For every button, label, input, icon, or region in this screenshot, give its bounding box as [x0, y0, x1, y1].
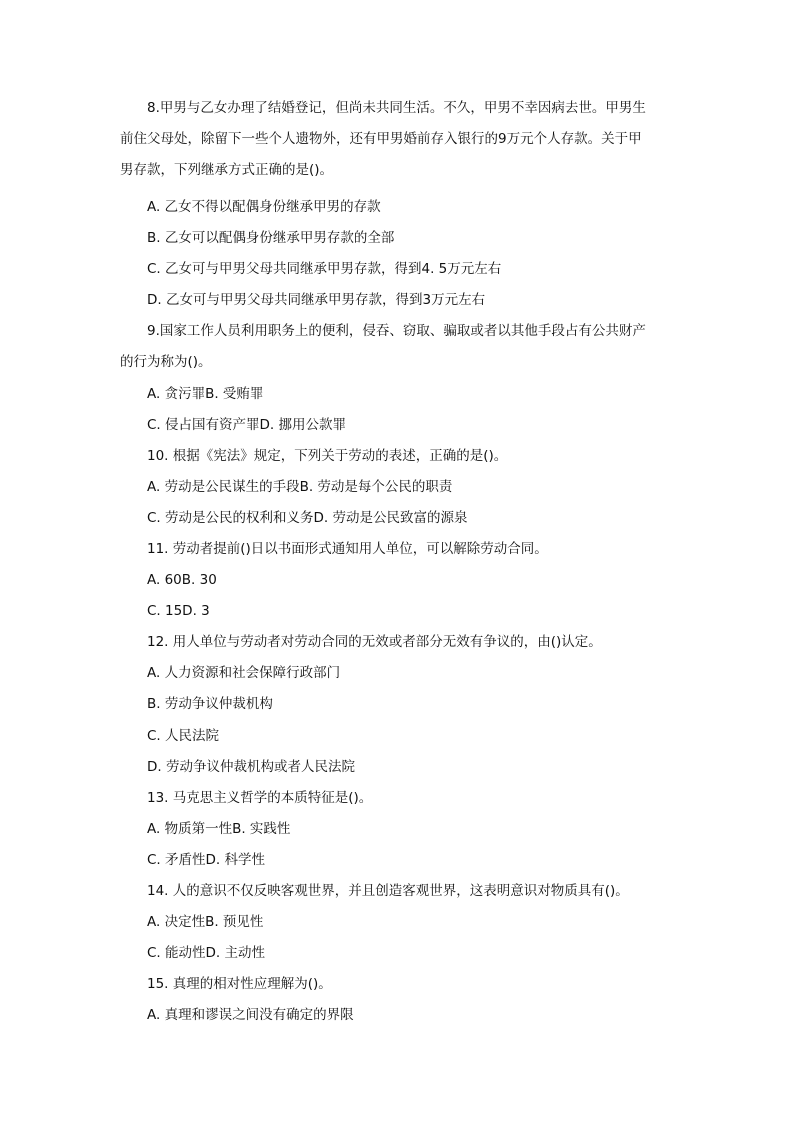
- q12-option-b: B. 劳动争议仲裁机构: [147, 696, 273, 712]
- q9-stem-line-1: 9.国家工作人员利用职务上的便利，侵吞、窃取、骗取或者以其他手段占有公共财产: [147, 323, 646, 339]
- q8-option-a: A. 乙女不得以配偶身份继承甲男的存款: [147, 199, 381, 215]
- q8-option-c: C. 乙女可与甲男父母共同继承甲男存款，得到4. 5万元左右: [147, 261, 502, 277]
- q12-option-d: D. 劳动争议仲裁机构或者人民法院: [147, 759, 355, 775]
- q8-stem-line-2: 前住父母处，除留下一些个人遗物外，还有甲男婚前存入银行的9万元个人存款。关于甲: [120, 131, 642, 147]
- q13-options-ab: A. 物质第一性B. 实践性: [147, 821, 291, 837]
- q11-options-cd: C. 15D. 3: [147, 603, 210, 619]
- q8-stem-line-1: 8.甲男与乙女办理了结婚登记，但尚未共同生活。不久，甲男不幸因病去世。甲男生: [147, 100, 646, 116]
- q14-options-ab: A. 决定性B. 预见性: [147, 914, 264, 930]
- q9-stem-line-2: 的行为称为()。: [120, 354, 212, 370]
- q13-stem: 13. 马克思主义哲学的本质特征是()。: [147, 790, 373, 806]
- q10-stem: 10. 根据《宪法》规定，下列关于劳动的表述，正确的是()。: [147, 448, 508, 464]
- q14-stem: 14. 人的意识不仅反映客观世界，并且创造客观世界，这表明意识对物质具有()。: [147, 883, 629, 899]
- q15-stem: 15. 真理的相对性应理解为()。: [147, 976, 332, 992]
- q9-options-cd: C. 侵占国有资产罪D. 挪用公款罪: [147, 417, 346, 433]
- q9-options-ab: A. 贪污罪B. 受贿罪: [147, 386, 264, 402]
- q12-stem: 12. 用人单位与劳动者对劳动合同的无效或者部分无效有争议的，由()认定。: [147, 634, 602, 650]
- q10-options-cd: C. 劳动是公民的权利和义务D. 劳动是公民致富的源泉: [147, 510, 468, 526]
- q11-stem: 11. 劳动者提前()日以书面形式通知用人单位，可以解除劳动合同。: [147, 541, 548, 557]
- q8-stem-line-3: 男存款，下列继承方式正确的是()。: [120, 162, 334, 178]
- q12-option-a: A. 人力资源和社会保障行政部门: [147, 665, 341, 681]
- q8-option-d: D. 乙女可与甲男父母共同继承甲男存款，得到3万元左右: [147, 292, 486, 308]
- q8-option-b: B. 乙女可以配偶身份继承甲男存款的全部: [147, 230, 395, 246]
- q14-options-cd: C. 能动性D. 主动性: [147, 945, 265, 961]
- q13-options-cd: C. 矛盾性D. 科学性: [147, 852, 265, 868]
- q15-option-a: A. 真理和谬误之间没有确定的界限: [147, 1007, 354, 1023]
- q12-option-c: C. 人民法院: [147, 728, 220, 744]
- q11-options-ab: A. 60B. 30: [147, 572, 217, 588]
- q10-options-ab: A. 劳动是公民谋生的手段B. 劳动是每个公民的职责: [147, 479, 453, 495]
